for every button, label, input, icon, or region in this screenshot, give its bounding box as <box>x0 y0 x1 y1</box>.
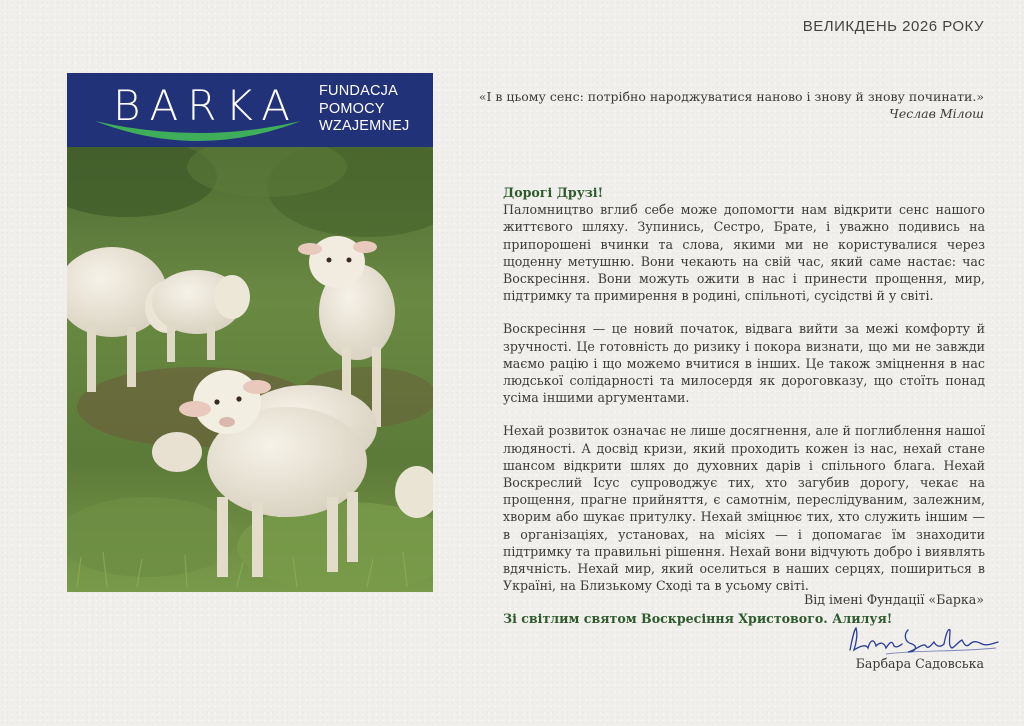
signature-from: Від імені Фундації «Барка» <box>803 592 984 607</box>
logo-subtitle: FUNDACJA POMOCY WZAJEMNEJ <box>319 83 410 134</box>
paragraph-2: Воскресіння — це новий початок, відвага вийти за межі комфорту й зручності. Це готовність до ризику і покора визнати, що ми не завжди маємо рацію і що можемо вчитися в інших. Це також зміцнення в нас людської солідарності та милосердя як дороговказу, що стоїть понад усіма іншими аргументами. <box>503 321 985 406</box>
lambs-photo <box>67 147 433 592</box>
epigraph <box>479 88 984 122</box>
quote-author: Чеслав Мілош <box>889 106 984 121</box>
handwritten-signature-icon <box>846 620 1001 658</box>
closing-line: Зі світлим святом Воскресіння Христового. Алилуя! <box>503 611 893 627</box>
letter-body <box>503 184 985 644</box>
paragraph-3: Нехай розвиток означає не лише досягнення, але й поглиблення нашої людяності. А досвід кризи, який проходить кожен із нас, нехай стане шансом відкрити шлях до духовних дарів і спільного блага. Нехай Воскреслий Ісус супроводжує тих, хто загубив дорогу, чекає на прощення, прагне прийняття, є самотнім, переслідуваним, залежним, хворим або шукає притулку. Нехай зміцнює тих, хто служить іншим — в організаціях, установах, на місіях — і допомагає їм знаходити підтримку та правильні рішення. Нехай вони відчують добро і виявлять вдячність. Нехай мир, який оселиться в наших серцях, пошириться в Україні, на Близькому Сході та в усьому світі. <box>503 423 985 594</box>
paragraph-1: Паломництво вглиб себе може допомогти нам відкрити сенс нашого життєвого шляху. Зупинись, Сестро, Брате, і уважно подивись на припорошені вчинки та слова, якими ми не користувалися через щоденну метушню. Вони чекають на свій час, який саме настає: час Воскресіння. Вони можуть ожити в нас і принести прощення, мир, підтримку та примирення в родині, спільноті, сусідстві й у світі. <box>503 202 985 304</box>
greeting: Дорогі Друзі! <box>503 185 604 200</box>
quote-text: «І в цьому сенс: потрібно народжуватися наново і знову й знову починати.» <box>478 89 984 104</box>
cover-card <box>67 73 433 592</box>
signature-name: Барбара Садовська <box>855 656 984 671</box>
header-date: ВЕЛИКДЕНЬ 2026 РОКУ <box>802 18 984 35</box>
logo-banner <box>67 73 433 147</box>
logo-wordmark: BARKA <box>113 81 299 130</box>
